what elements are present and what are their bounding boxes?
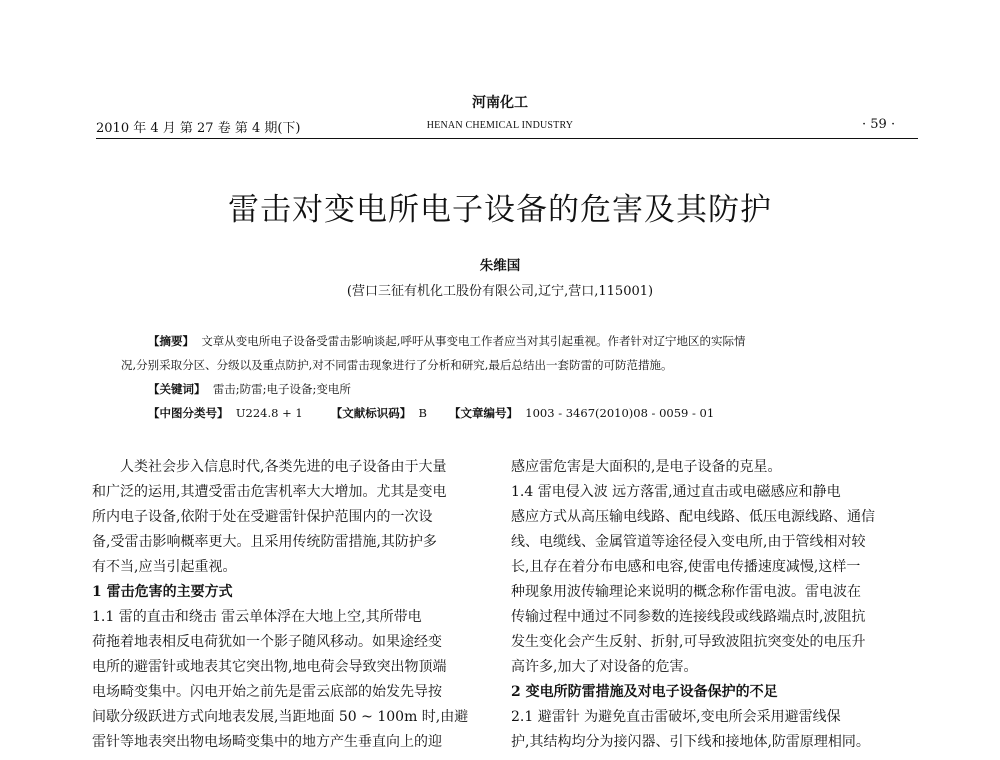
abstract-line-2 [121, 357, 672, 373]
keywords-label: 【关键词】 [148, 382, 206, 396]
right-line-0: 感应雷危害是大面积的,是电子设备的克星。 [511, 459, 782, 475]
journal-name-en: HENAN CHEMICAL INDUSTRY [426, 120, 574, 131]
author-affiliation: (营口三征有机化工股份有限公司,辽宁,营口,115001) [346, 284, 654, 299]
left-line-9: 电场畸变集中。闪电开始之前先是雷云底部的始发先导按 [92, 684, 442, 700]
article-title: 雷击对变电所电子设备的危害及其防护 [228, 192, 772, 228]
header-rule [96, 138, 918, 139]
right-line-5: 种现象用波传输理论来说明的概念称作雷电波。雷电波在 [511, 584, 861, 600]
right-line-10: 2.1 避雷针 为避免直击雷破坏,变电所会采用避雷线保 [511, 709, 841, 725]
article-no-value: 1003 - 3467(2010)08 - 0059 - 01 [525, 406, 715, 420]
right-line-6: 传输过程中通过不同参数的连接线段或线路端点时,波阻抗 [511, 609, 866, 625]
right-line-2: 感应方式从高压输电线路、配电线路、低压电源线路、通信 [511, 509, 875, 525]
keywords-text: 雷击;防雷;电子设备;变电所 [212, 382, 351, 396]
clc-label: 【中图分类号】 [148, 406, 229, 420]
journal-name-cn: 河南化工 [472, 95, 528, 111]
section-heading-1: 1 雷击危害的主要方式 [92, 584, 233, 600]
left-line-1: 和广泛的运用,其遭受雷击危害机率大大增加。尤其是变电 [92, 484, 447, 500]
left-line-8: 电所的避雷针或地表其它突出物,地电荷会导致突出物顶端 [92, 659, 447, 675]
left-line-7: 荷拖着地表相反电荷犹如一个影子随风移动。如果途经变 [92, 634, 442, 650]
issue-info: 2010 年 4 月 第 27 卷 第 4 期(下) [96, 121, 301, 136]
abstract-text-2: 况,分别采取分区、分级以及重点防护,对不同雷击现象进行了分析和研究,最后总结出一套防雷的可防范措施。 [121, 358, 673, 372]
right-line-1: 1.4 雷电侵入波 远方落雷,通过直击或电磁感应和静电 [511, 484, 841, 500]
left-line-0: 人类社会步入信息时代,各类先进的电子设备由于大量 [120, 459, 447, 475]
doc-code-label: 【文献标识码】 [330, 406, 412, 420]
left-line-6: 1.1 雷的直击和绕击 雷云单体浮在大地上空,其所带电 [92, 609, 422, 625]
clc-value: U224.8 + 1 [235, 406, 303, 420]
author-name: 朱维国 [479, 258, 521, 274]
page-number: · 59 · [862, 117, 896, 132]
left-line-11: 雷针等地表突出物电场畸变集中的地方产生垂直向上的迎 [92, 734, 442, 750]
abstract-line-1 [148, 333, 745, 349]
right-line-7: 发生变化会产生反射、折射,可导致波阻抗突变处的电压升 [511, 634, 866, 650]
right-line-11: 护,其结构均分为接闪器、引下线和接地体,防雷原理相同。 [511, 734, 870, 750]
abstract-label: 【摘要】 [148, 334, 194, 348]
abstract-text-1: 文章从变电所电子设备受雷击影响谈起,呼吁从事变电工作者应当对其引起重视。作者针对辽宁地区的实际情 [201, 334, 746, 348]
right-line-4: 长,且存在着分布电感和电容,使雷电传播速度减慢,这样一 [511, 559, 861, 575]
left-line-4: 有不当,应当引起重视。 [92, 559, 237, 575]
article-no-label: 【文章编号】 [448, 406, 518, 420]
section-heading-2: 2 变电所防雷措施及对电子设备保护的不足 [511, 684, 778, 700]
left-line-3: 备,受雷击影响概率更大。且采用传统防雷措施,其防护多 [92, 534, 437, 550]
classification-line [148, 405, 714, 421]
left-line-2: 所内电子设备,依附于处在受避雷针保护范围内的一次设 [92, 509, 433, 525]
keywords-line [148, 381, 351, 397]
doc-code-value: B [418, 406, 427, 420]
left-line-10: 间歇分级跃进方式向地表发展,当距地面 50 ~ 100m 时,由避 [92, 709, 469, 725]
right-line-8: 高许多,加大了对设备的危害。 [511, 659, 698, 675]
right-line-3: 线、电缆线、金属管道等途径侵入变电所,由于管线相对较 [511, 534, 866, 550]
